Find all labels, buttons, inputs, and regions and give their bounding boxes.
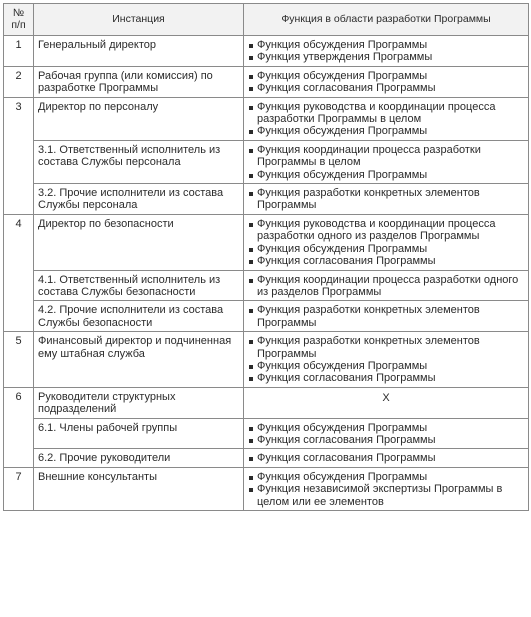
function-cell <box>244 387 529 418</box>
header-num-text: № п/п <box>11 7 26 31</box>
function-cell <box>244 449 529 467</box>
function-item: Функция разработки конкретных элементов Программы <box>248 187 524 212</box>
row-number: 2 <box>4 66 34 97</box>
function-list <box>248 39 524 64</box>
function-cell <box>244 418 529 449</box>
table-body <box>4 36 529 511</box>
function-list <box>248 70 524 95</box>
function-list <box>248 218 524 268</box>
function-item: Функция обсуждения Программы <box>248 125 524 137</box>
function-list <box>248 101 524 138</box>
function-item: Функция координации процесса разработки Программы в целом <box>248 144 524 169</box>
table-row <box>4 184 529 215</box>
table-row <box>4 387 529 418</box>
function-list <box>248 187 524 212</box>
function-item: Функция координации процесса разработки одного из разделов Программы <box>248 274 524 299</box>
row-number: 1 <box>4 36 34 67</box>
table-row <box>4 140 529 183</box>
instance-cell: Генеральный директор <box>34 36 244 67</box>
instance-cell: 6.2. Прочие руководители <box>34 449 244 467</box>
header-function: Функция в области разработки Программы <box>244 4 529 36</box>
instance-cell: 4.2. Прочие исполнители из состава Службы безопасности <box>34 301 244 332</box>
row-number: 4 <box>4 214 34 331</box>
table-row <box>4 449 529 467</box>
table-row <box>4 66 529 97</box>
function-item: Функция разработки конкретных элементов Программы <box>248 304 524 329</box>
function-list <box>248 304 524 329</box>
function-item: Функция согласования Программы <box>248 452 524 464</box>
table-row <box>4 301 529 332</box>
header-instance: Инстанция <box>34 4 244 36</box>
function-item: Функция обсуждения Программы <box>248 360 524 372</box>
function-cell <box>244 467 529 510</box>
function-item: Функция согласования Программы <box>248 82 524 94</box>
function-cell <box>244 214 529 270</box>
function-cell <box>244 66 529 97</box>
function-list <box>248 144 524 181</box>
header-num <box>4 4 34 36</box>
table-row <box>4 270 529 301</box>
table-row <box>4 418 529 449</box>
row-number: 5 <box>4 332 34 388</box>
function-item: Функция согласования Программы <box>248 255 524 267</box>
instance-cell: Директор по безопасности <box>34 214 244 270</box>
function-item: Функция руководства и координации процесса разработки Программы в целом <box>248 101 524 126</box>
function-item: Функция обсуждения Программы <box>248 169 524 181</box>
function-list <box>248 335 524 385</box>
function-item: Функция обсуждения Программы <box>248 243 524 255</box>
instance-cell: Руководители структурных подразделений <box>34 387 244 418</box>
instance-cell: 3.1. Ответственный исполнитель из состава Службы персонала <box>34 140 244 183</box>
function-cell <box>244 97 529 140</box>
row-number: 6 <box>4 387 34 467</box>
table-row <box>4 97 529 140</box>
table-header <box>4 4 529 36</box>
table-row <box>4 214 529 270</box>
instance-cell: Рабочая группа (или комиссия) по разработке Программы <box>34 66 244 97</box>
function-cell <box>244 301 529 332</box>
function-list <box>248 422 524 447</box>
function-item: Функция обсуждения Программы <box>248 70 524 82</box>
function-item: Функция независимой экспертизы Программы в целом или ее элементов <box>248 483 524 508</box>
function-cell <box>244 36 529 67</box>
instance-cell: 3.2. Прочие исполнители из состава Службы персонала <box>34 184 244 215</box>
instance-cell: Внешние консультанты <box>34 467 244 510</box>
function-list <box>248 274 524 299</box>
table-row <box>4 36 529 67</box>
functions-table <box>3 3 529 511</box>
row-number: 7 <box>4 467 34 510</box>
instance-cell: 4.1. Ответственный исполнитель из состава Службы безопасности <box>34 270 244 301</box>
function-item: Функция обсуждения Программы <box>248 471 524 483</box>
row-number: 3 <box>4 97 34 214</box>
not-applicable-mark: X <box>382 391 390 404</box>
function-cell <box>244 140 529 183</box>
function-cell <box>244 332 529 388</box>
function-item: Функция разработки конкретных элементов Программы <box>248 335 524 360</box>
instance-cell: Директор по персоналу <box>34 97 244 140</box>
functions-table-container <box>3 3 528 511</box>
function-cell <box>244 270 529 301</box>
table-row <box>4 332 529 388</box>
function-item: Функция обсуждения Программы <box>248 422 524 434</box>
instance-cell: Финансовый директор и подчиненная ему штабная служба <box>34 332 244 388</box>
function-item: Функция согласования Программы <box>248 372 524 384</box>
function-list <box>248 452 524 464</box>
function-item: Функция руководства и координации процесса разработки одного из разделов Программы <box>248 218 524 243</box>
function-item: Функция согласования Программы <box>248 434 524 446</box>
instance-cell: 6.1. Члены рабочей группы <box>34 418 244 449</box>
function-item: Функция утверждения Программы <box>248 51 524 63</box>
table-row <box>4 467 529 510</box>
function-list <box>248 471 524 508</box>
function-item: Функция обсуждения Программы <box>248 39 524 51</box>
function-cell <box>244 184 529 215</box>
